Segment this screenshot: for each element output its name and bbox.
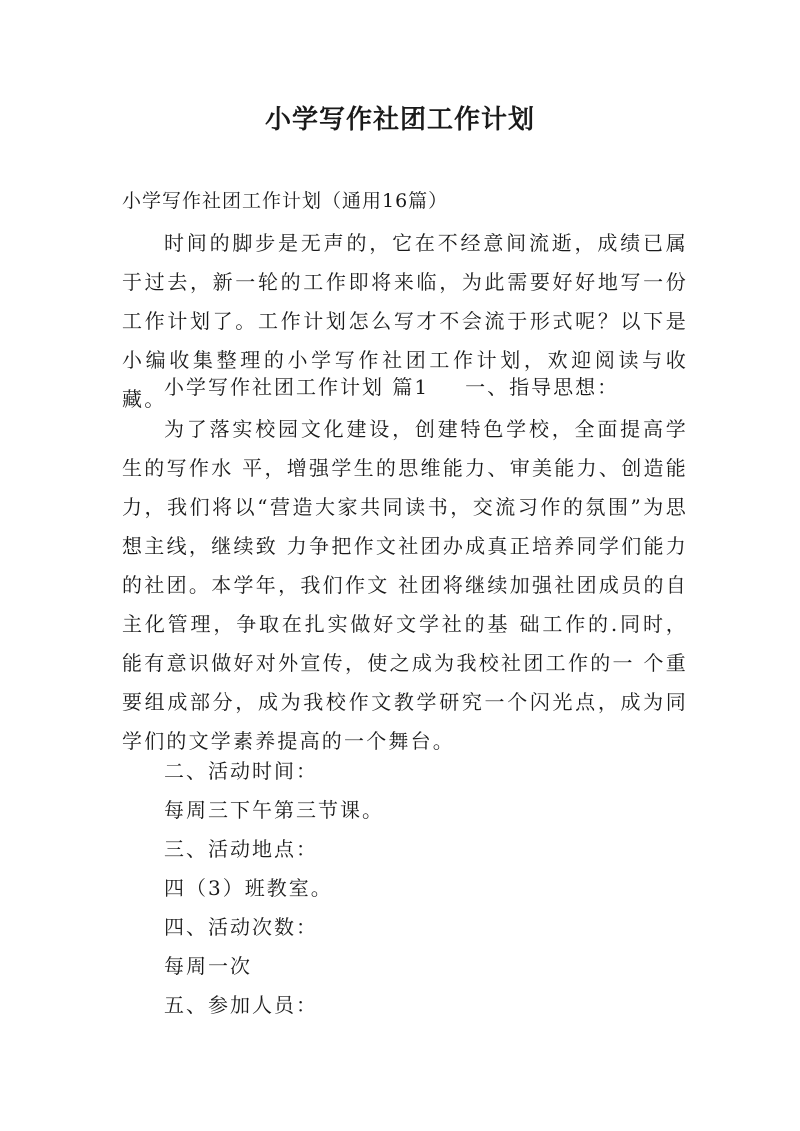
- section2-body: 每周三下午第三节课。: [164, 798, 384, 822]
- section4-heading: 四、活动次数：: [164, 915, 318, 939]
- section5-heading: 五、参加人员：: [164, 993, 318, 1017]
- article-heading: 小学写作社团工作计划 篇1: [164, 375, 430, 399]
- section2-heading: 二、活动时间：: [164, 759, 318, 783]
- section3-heading: 三、活动地点：: [164, 837, 318, 861]
- section3-body: 四（3）班教室。: [164, 876, 333, 900]
- article-heading-line: [164, 372, 619, 402]
- intro-paragraph: 时间的脚步是无声的，它在不经意间流逝，成绩已属于过去，新一轮的工作即将来临，为此需要好好地写一份工作计划了。工作计划怎么写才不会流于形式呢？以下是小编收集整理的小学写作社团工作计划，欢迎阅读与收藏。: [122, 231, 688, 411]
- section1-heading: 一、指导思想：: [465, 375, 620, 399]
- document-title: 小学写作社团工作计划: [264, 105, 535, 135]
- document-subtitle: 小学写作社团工作计划（通用16篇）: [122, 190, 449, 212]
- section1-paragraph: 为了落实校园文化建设，创建特色学校，全面提高学生的写作水 平，增强学生的思维能力、审美能力、创造能力，我们将以“营造大家共同读书，交流习作的氛围”为思想主线，继续致 力争把作文社团办成真正培养同学们能力的社团。本学年，我们作文 社团将继续加强社团成员的自主化管理，争取在扎实做好文学社的基 础工作的.同时，能有意识做好对外宣传，使之成为我校社团工作的一 个重要组成部分，成为我校作文教学研究一个闪光点，成为同学们的文学素养提高的一个舞台。: [122, 417, 688, 753]
- section4-body: 每周一次: [164, 954, 252, 978]
